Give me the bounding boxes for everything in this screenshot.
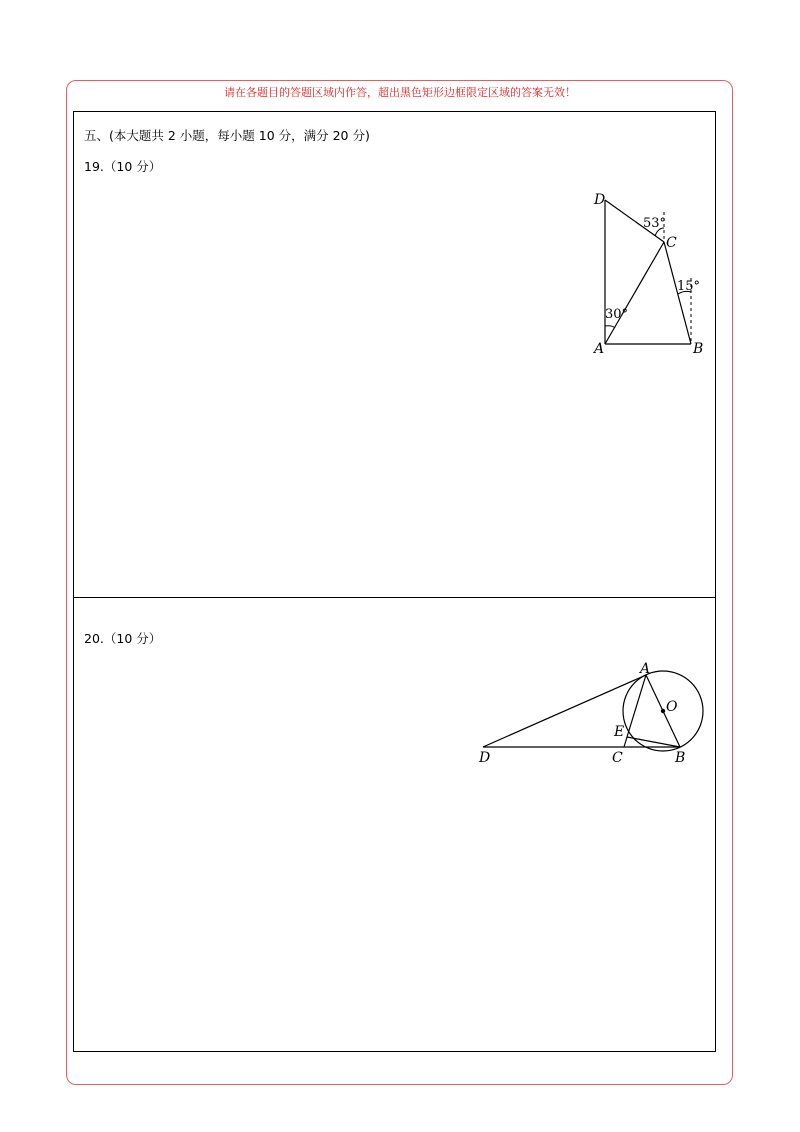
point-label-o: O	[666, 699, 678, 715]
angle-label-15: 15°	[677, 279, 701, 294]
segment-ec	[624, 737, 627, 747]
point-label-c: C	[612, 750, 623, 766]
center-dot-o	[661, 709, 665, 713]
point-label-a: A	[594, 341, 605, 357]
point-label-c: C	[666, 235, 677, 251]
segment-eb	[627, 737, 680, 747]
segment-ae	[627, 675, 646, 737]
angle-label-53: 53°	[643, 216, 667, 231]
section-heading: 五、(本大题共 2 小题，每小题 10 分，满分 20 分)	[84, 128, 370, 143]
point-label-e: E	[614, 724, 625, 740]
point-label-b: B	[675, 750, 686, 766]
angle-label-30: 30°	[605, 307, 629, 322]
point-label-b: B	[693, 341, 704, 357]
point-label-a: A	[640, 661, 651, 677]
point-label-d: D	[594, 192, 606, 208]
answer-area-warning: 请在各题目的答题区域内作答，超出黑色矩形边框限定区域的答案无效！	[224, 86, 576, 99]
point-label-d: D	[479, 750, 491, 766]
question-19-label: 19.（10 分）	[84, 159, 162, 174]
question-20-label: 20.（10 分）	[84, 631, 162, 646]
